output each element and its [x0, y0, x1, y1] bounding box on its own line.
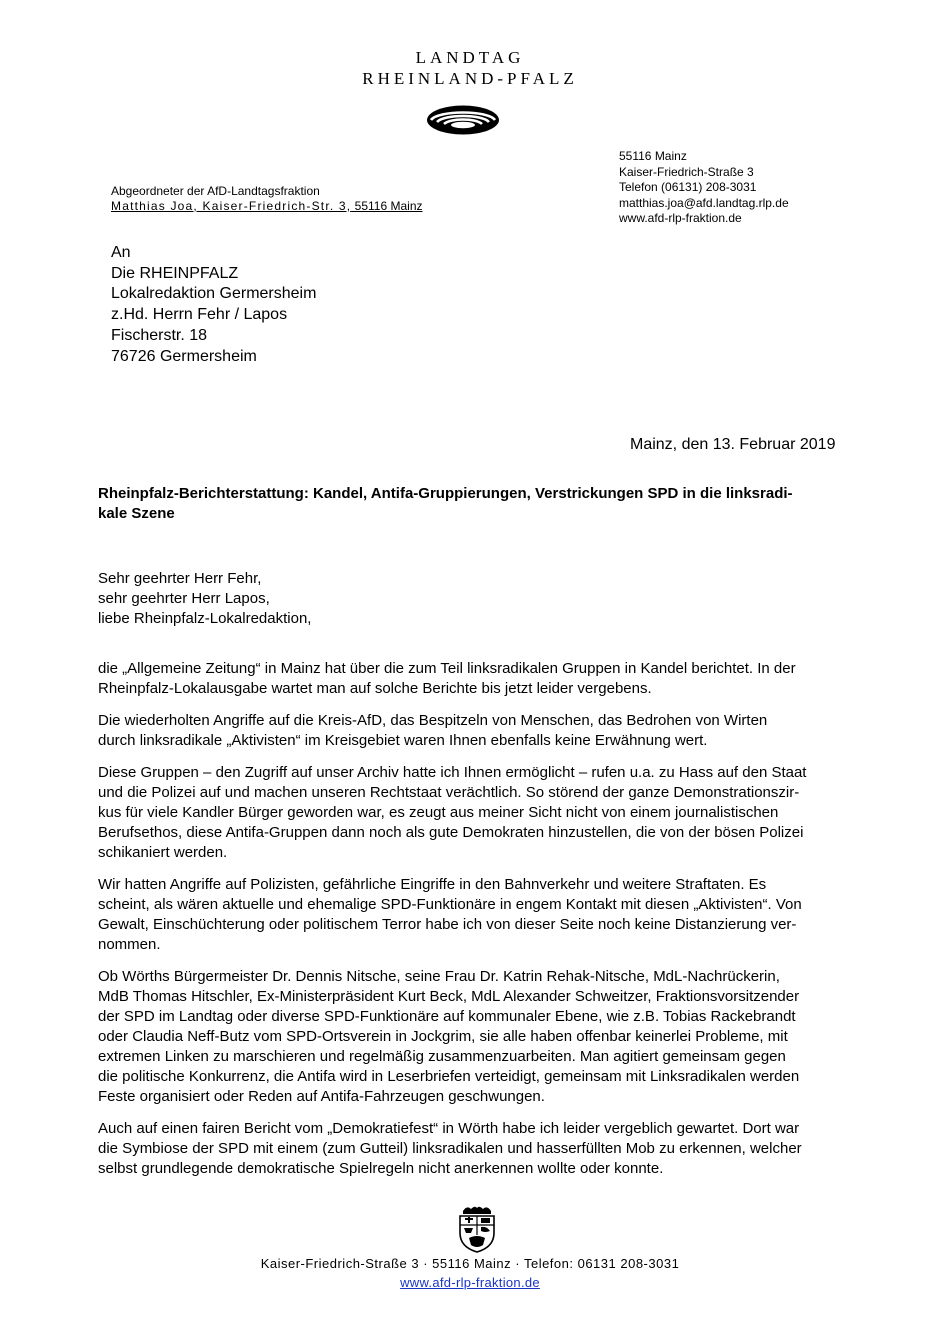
body-line: selbst grundlegende demokratische Spielregeln nicht anerkennen wollte oder konnte.: [98, 1160, 664, 1177]
subject-line: Rheinpfalz-Berichterstattung: Kandel, Antifa-Gruppierungen, Verstrickungen SPD in die linksradi-: [98, 485, 793, 502]
body-line: nommen.: [98, 936, 161, 953]
body-line: kus für viele Kandler Bürger geworden war, es zeugt aus meiner Sicht nicht von einem journalistischen: [98, 804, 779, 821]
body-line: die Symbiose der SPD mit einem (zum Gutteil) linksradikalen und hasserfüllten Mob zu erkennen, welcher: [98, 1140, 802, 1157]
recipient-line: z.Hd. Herrn Fehr / Lapos: [111, 306, 288, 324]
body-line: schikaniert werden.: [98, 844, 228, 861]
body-line: extremen Linken zu marschieren und regelmäßig zusammenzuarbeiten. Man agitiert gemeinsam gegen: [98, 1048, 786, 1065]
body-paragraph-6: [98, 1119, 846, 1179]
letterhead-rheinland-pfalz: RHEINLAND-PFALZ: [362, 69, 578, 88]
body-line: der SPD im Landtag oder diverse SPD-Funktionäre auf kommunaler Ebene, wie z.B. Tobias Rackebrandt: [98, 1008, 796, 1025]
recipient-address: [111, 243, 316, 367]
contact-phone: Telefon (06131) 208-3031: [619, 180, 757, 194]
greeting-line: liebe Rheinpfalz-Lokalredaktion,: [98, 610, 312, 627]
recipient-line: 76726 Germersheim: [111, 347, 257, 365]
sender-return-address-main: Matthias Joa, Kaiser-Friedrich-Str. 3,: [111, 199, 352, 213]
contact-email[interactable]: matthias.joa@afd.landtag.rlp.de: [619, 195, 789, 210]
body-paragraph-2: [98, 711, 846, 751]
greeting-line: sehr geehrter Herr Lapos,: [98, 590, 270, 607]
letter-body: [98, 659, 846, 1191]
contact-website[interactable]: www.afd-rlp-fraktion.de: [619, 211, 742, 225]
body-line: die politische Konkurrenz, die Antifa wird in Leserbriefen verteidigt, gemeinsam mit Linksradikalen werden: [98, 1068, 800, 1085]
contact-street: Kaiser-Friedrich-Straße 3: [619, 164, 754, 179]
body-paragraph-4: [98, 875, 846, 955]
body-paragraph-5: [98, 967, 846, 1107]
body-line: und die Polizei auf und machen unseren Rechtstaat verächtlich. So störend der ganze Demonstrationszir-: [98, 784, 800, 801]
letter-greeting: [98, 569, 311, 629]
sender-return-address-city: 55116 Mainz: [351, 199, 423, 213]
body-line: Rheinpfalz-Lokalausgabe wartet man auf solche Berichte bis jetzt leider vergebens.: [98, 680, 652, 697]
body-line: Die wiederholten Angriffe auf die Kreis-AfD, das Bespitzeln von Menschen, das Bedrohen von Wirten: [98, 712, 768, 729]
body-line: scheint, als wären aktuelle und ehemalige SPD-Funktionäre in engem Kontakt mit diesen „Aktivisten“. Von: [98, 896, 802, 913]
rlp-coat-of-arms-icon: [457, 1205, 497, 1258]
body-paragraph-1: [98, 659, 846, 699]
greeting-line: Sehr geehrter Herr Fehr,: [98, 570, 262, 587]
sender-return-address: [111, 199, 423, 213]
body-line: die „Allgemeine Zeitung“ in Mainz hat über die zum Teil linksradikalen Gruppen in Kandel berichtet. In der: [98, 660, 796, 677]
body-paragraph-3: [98, 763, 846, 863]
body-line: MdB Thomas Hitschler, Ex-Ministerpräsident Kurt Beck, MdL Alexander Schweitzer, Fraktionsvorsitzender: [98, 988, 800, 1005]
footer-website-link[interactable]: www.afd-rlp-fraktion.de: [400, 1275, 540, 1290]
sender-title: Abgeordneter der AfD-Landtagsfraktion: [111, 184, 320, 198]
body-line: oder Claudia Neff-Butz vom SPD-Ortsverein in Jockgrim, sie alle haben offenbar keinerlei Probleme, mit: [98, 1028, 788, 1045]
footer-website: [0, 1275, 940, 1290]
letterhead-landtag: LANDTAG: [415, 48, 525, 67]
recipient-line: Lokalredaktion Germersheim: [111, 285, 317, 303]
recipient-line: An: [111, 244, 131, 261]
letter-subject: [98, 484, 848, 524]
body-line: Feste organisiert oder Reden auf Antifa-Fahrzeugen geschwungen.: [98, 1088, 545, 1105]
landtag-plenary-logo-icon: [426, 104, 500, 141]
contact-block: [619, 149, 789, 227]
body-line: Ob Wörths Bürgermeister Dr. Dennis Nitsche, seine Frau Dr. Katrin Rehak-Nitsche, MdL-Nachrückerin,: [98, 968, 780, 985]
contact-city: 55116 Mainz: [619, 149, 687, 163]
body-line: durch linksradikale „Aktivisten“ im Kreisgebiet waren Ihnen ebenfalls keine Erwähnung wert.: [98, 732, 708, 749]
body-line: Diese Gruppen – den Zugriff auf unser Archiv hatte ich Ihnen ermöglicht – rufen u.a. zu Hass auf den Staat: [98, 764, 807, 781]
body-line: Auch auf einen fairen Bericht vom „Demokratiefest“ in Wörth habe ich leider vergeblich gewartet. Dort war: [98, 1120, 800, 1137]
letter-date: Mainz, den 13. Februar 2019: [630, 436, 836, 453]
body-line: Gewalt, Einschüchterung oder politischem Terror habe ich von dieser Seite noch keine Distanzierung ver-: [98, 916, 797, 933]
footer-address: Kaiser-Friedrich-Straße 3 · 55116 Mainz · Telefon: 06131 208-3031: [260, 1256, 680, 1271]
recipient-line: Fischerstr. 18: [111, 326, 208, 344]
recipient-line: Die RHEINPFALZ: [111, 264, 239, 282]
body-line: Berufsethos, diese Antifa-Gruppen dann noch als gute Demokraten hinzustellen, die von der bösen Polizei: [98, 824, 804, 841]
body-line: Wir hatten Angriffe auf Polizisten, gefährliche Eingriffe in den Bahnverkehr und weitere Straftaten. Es: [98, 876, 767, 893]
subject-line: kale Szene: [98, 505, 175, 522]
